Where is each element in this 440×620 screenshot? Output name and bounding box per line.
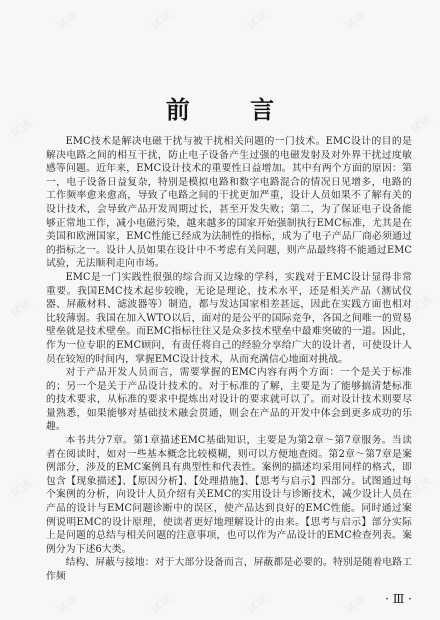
watermark: 试读 (408, 112, 435, 137)
paragraph-practice: EMC是一门实践性很强的综合而又边缘的学科，实践对于EMC设计显得非常重要。我国EMC技术起步较晚，无论是理论、技术水平，还是相关产品（测试仪器、屏蔽材料、滤波器等）制造，都与发达国家相差甚远，因此在实践方面也相对比较薄弱。我国在加入WTO以后，面对的是公平的国际竞争，各国之间唯一的贸易壁垒就是技术壁垒。而EMC指标往往又是众多技术壁垒中最难突破的一道。因此，作为一位专职的EMC顾问，有责任将自己的经验分享给广大的设计者，可使设计人员在较短的时间内，掌握EMC设计技术，从而充满信心地面对挑战。 (46, 271, 412, 365)
watermark: 试读 (408, 474, 435, 499)
paragraph-structure-shielding: 结构、屏蔽与接地：对于大部分设备而言，屏蔽都是必要的。特别是随着电路工作频 (46, 557, 412, 582)
watermark: 试读 (342, 8, 369, 33)
paragraph-intro: EMC技术是解决电磁干扰与被干扰相关问题的一门技术。EMC设计的目的是解决电路之间的相互干扰，防止电子设备产生过强的电磁发射及对外界干扰过度敏感等问题。近年来，EMC设计技术的重要性日益增加。其中有两个方面的原因：第一，电子设备日益复杂，特别是模拟电路和数字电路混合的情况日见增多，电路的工作频率愈来愈高，导致了电路之间的干扰更加严重，设计人员如果不了解有关的设计技术，会导致产品开发周期过长，甚至开发失败；第二，为了保证电子设备能够正常地工作，减小电磁污染，越来越多的国家开始强制执行EMC标准，尤其是在美国和欧洲国家，EMC性能已经成为法制性的指标，成为了电子产品厂商必须通过的指标之一。设计人员如果在设计中不考虑有关问题，则产品最终将不能通过EMC试验，无法顺利走向市场。 (46, 136, 412, 270)
watermark: 试读 (244, 8, 271, 33)
paragraph-developers: 对于产品开发人员而言，需要掌握的EMC内容有两个方面：一个是关于标准的；另一个是关于产品设计技术的。对于标准的了解，主要是为了能够搞清楚标准的技术要求，从标准的要求中提炼出对设计的要求就可以了。而对设计技术则要尽量熟悉，如果能够对基础技术融会贯通，则会在产品的开发中体会到更多成功的乐趣。 (46, 367, 412, 433)
watermark: 试读 (148, 8, 175, 33)
watermark: 试读 (342, 592, 369, 617)
watermark: 试读 (148, 592, 175, 617)
watermark: 试读 (244, 592, 271, 617)
paragraph-book-structure: 本书共分7章。第1章描述EMC基础知识，主要是为第2章～第7章服务。当读者在阅读时，如对一些基本概念比较模糊，则可以方便地查阅。第2章～第7章是案例部分，涉及的EMC案例具有典型性和代表性。案例的描述均采用同样的格式，即包含【现象描述】、【原因分析】、【处理措施】、【思考与启示】四部分。试图通过每个案例的分析，向设计人员介绍有关EMC的实用设计与诊断技术，减少设计人员在产品的设计与EMC问题诊断中的误区，使产品达到良好的EMC性能。同时通过案例说明EMC的设计原理，使读者更好地理解设计的由来。【思考与启示】部分实际上是问题的总结与相关问题的注意事项，也可以作为产品设计的EMC检查列表。案例分为下述6大类。 (46, 435, 412, 555)
page-title: 前 言 (165, 95, 301, 124)
watermark: 试读 (8, 116, 35, 141)
body-text (46, 135, 412, 584)
watermark: 试读 (54, 8, 81, 33)
watermark: 试读 (8, 476, 35, 501)
watermark: 试读 (8, 296, 35, 321)
watermark: 试读 (408, 292, 435, 317)
page-number: · Ⅲ · (385, 592, 412, 606)
watermark: 试读 (54, 592, 81, 617)
